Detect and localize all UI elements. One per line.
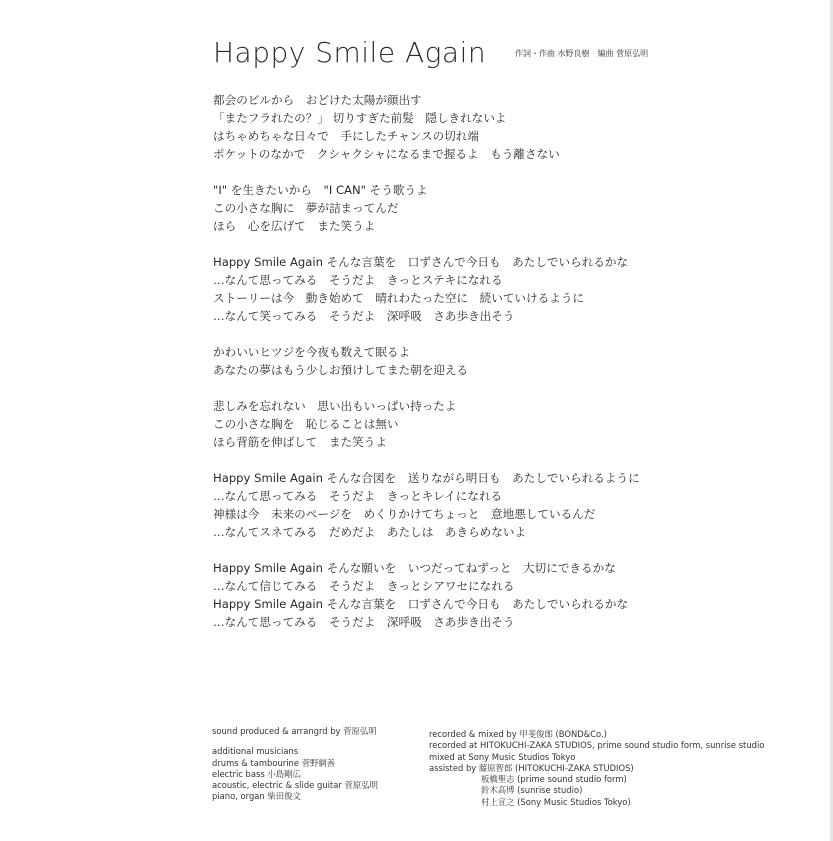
credit-spacer <box>212 737 378 746</box>
producer-credit: sound produced & arrangrd by 菅原弘明 <box>212 726 377 736</box>
assistant-credit: 鈴木高博 (sunrise studio) <box>481 785 583 796</box>
lyric-line: …なんて思ってみる そうだよ 深呼吸 さあ歩き出そう <box>213 615 515 629</box>
recording-credits <box>429 729 764 808</box>
lyric-line: …なんて笑ってみる そうだよ 深呼吸 さあ歩き出そう <box>213 309 515 323</box>
assistant-credit: 板橋聖志 (prime sound studio form) <box>481 774 627 785</box>
song-title: Happy Smile Again <box>213 36 487 69</box>
musician-credit: electric bass 小島剛広 <box>212 768 301 779</box>
lyric-line: "I" を生きたいから "I CAN" そう歌うよ <box>213 183 428 197</box>
songwriter-credits: 作詞・作曲 水野良樹 編曲 菅原弘明 <box>515 49 649 58</box>
production-credits <box>212 726 378 803</box>
stanza-1 <box>213 91 773 163</box>
stanza-7 <box>213 559 773 631</box>
assistant-credit: 村上宣之 (Sony Music Studios Tokyo) <box>481 796 631 807</box>
lyric-line: 神様は今 未来のページを めくりかけてちょっと 意地悪しているんだ <box>213 507 596 521</box>
lyric-line: この小さな胸を 恥じることは無い <box>213 417 399 431</box>
recording-credit: mixed at Sony Music Studios Tokyo <box>429 751 576 762</box>
lyric-line: Happy Smile Again そんな合図を 送りながら明日も あたしでいられるように <box>213 471 640 485</box>
lyric-line: 都会のビルから おどけた太陽が顔出す <box>213 93 422 107</box>
lyric-line: ほら 心を広げて また笑うよ <box>213 219 376 233</box>
recording-credit: recorded at HITOKUCHI-ZAKA STUDIOS, prime sound studio form, sunrise studio <box>429 740 765 751</box>
lyric-line: ポケットのなかで クシャクシャになるまで握るよ もう離さない <box>213 147 560 161</box>
lyric-line: …なんて思ってみる そうだよ きっとキレイになれる <box>213 489 503 503</box>
stanza-6 <box>213 469 773 541</box>
recording-credit: assisted by 藤原智郎 (HITOKUCHI-ZAKA STUDIOS) <box>429 762 634 773</box>
musician-credit: drums & tambourine 菅野網善 <box>212 757 336 768</box>
lyric-line: ほら背筋を伸ばして また笑うよ <box>213 435 387 449</box>
lyric-line: …なんて信じてみる そうだよ きっとシアワセになれる <box>213 579 515 593</box>
musician-credit: acoustic, electric & slide guitar 菅原弘明 <box>212 780 378 791</box>
lyric-line: 悲しみを忘れない 思い出もいっぱい持ったよ <box>213 399 457 413</box>
lyrics <box>213 91 773 649</box>
musician-credit: piano, organ 柴田俊文 <box>212 791 301 802</box>
lyric-line: はちゃめちゃな日々で 手にしたチャンスの切れ端 <box>213 129 479 143</box>
musicians-heading: additional musicians <box>212 746 299 757</box>
stanza-3 <box>213 253 773 325</box>
lyric-line: Happy Smile Again そんな言葉を 口ずさんで今日も あたしでいられるかな <box>213 255 629 269</box>
lyric-line: …なんて思ってみる そうだよ きっとステキになれる <box>213 273 503 287</box>
lyric-line: …なんてスネてみる だめだよ あたしは あきらめないよ <box>213 525 527 539</box>
stanza-5 <box>213 397 773 451</box>
lyric-line: ストーリーは今 動き始めて 晴れわたった空に 続いていけるように <box>213 291 585 305</box>
recording-credit: recorded & mixed by 甲斐俊郎 (BOND&Co.) <box>429 729 607 739</box>
stanza-2 <box>213 181 773 235</box>
lyric-line: かわいいヒツジを今夜も数えて眠るよ <box>213 345 411 359</box>
lyric-line: Happy Smile Again そんな言葉を 口ずさんで今日も あたしでいられるかな <box>213 597 629 611</box>
lyric-line: 「またフラれたの？」 切りすぎた前髪 隠しきれないよ <box>213 111 507 125</box>
lyric-line: あなたの夢はもう少しお預けしてまた朝を迎える <box>213 363 469 377</box>
lyric-line: Happy Smile Again そんな願いを いつだってねずっと 大切にできるかな <box>213 561 616 575</box>
lyric-line: この小さな胸に 夢が詰まってんだ <box>213 201 399 215</box>
stanza-4 <box>213 343 773 379</box>
